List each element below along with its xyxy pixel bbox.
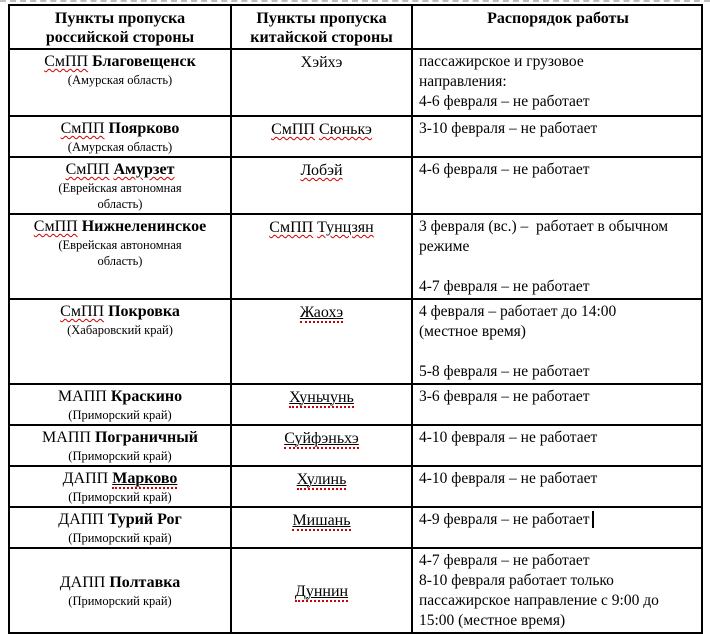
russian-checkpoint-cell[interactable]	[10, 158, 230, 213]
russian-checkpoint-name: Турий Рог	[107, 511, 182, 528]
chinese-checkpoint-title	[289, 388, 354, 408]
schedule-line: 4-6 февраля – не работает	[419, 93, 590, 110]
schedule-line: 5-8 февраля – не работает	[419, 363, 590, 380]
region-line: область)	[97, 197, 143, 211]
schedule-cell[interactable]	[411, 117, 701, 156]
russian-checkpoint-name: Пограничный	[94, 429, 198, 446]
schedule-line: 8-10 февраля работает только	[419, 572, 614, 589]
region-line: (Хабаровский край)	[67, 323, 173, 337]
table-row	[10, 465, 701, 506]
header-line: Распорядок работы	[487, 10, 629, 27]
russian-checkpoint-cell[interactable]	[10, 215, 230, 298]
header-chinese-checkpoints[interactable]	[230, 6, 411, 48]
header-line: российской стороны	[45, 29, 195, 46]
table-row	[10, 424, 701, 465]
russian-checkpoint-name: Марково	[112, 470, 178, 487]
russian-region	[68, 139, 172, 155]
schedule-line: режиме	[419, 238, 470, 255]
region-line: (Амурская область)	[67, 140, 173, 154]
table-row	[10, 156, 701, 213]
chinese-checkpoint-name: Суйфэньхэ	[284, 430, 359, 447]
chinese-checkpoint-name: Сюнькэ	[318, 121, 372, 138]
schedule-line: 3 февраля (вс.) – работает в обычном	[419, 218, 669, 235]
russian-checkpoint-prefix: СмПП	[44, 53, 89, 70]
chinese-checkpoint-name: Хуньчунь	[289, 389, 354, 406]
chinese-checkpoint-title	[292, 511, 350, 531]
chinese-checkpoint-name: Жаохэ	[299, 304, 344, 321]
russian-region	[68, 448, 171, 464]
russian-checkpoint-name: Поярково	[108, 120, 180, 137]
table-row	[10, 213, 701, 298]
schedule-line: 4-7 февраля – не работает	[419, 552, 590, 569]
chinese-checkpoint-name: Мишань	[292, 512, 351, 529]
page-top-divider	[0, 0, 710, 2]
chinese-checkpoint-title	[271, 120, 372, 140]
russian-checkpoint-prefix: СмПП	[60, 303, 105, 320]
header-work-schedule[interactable]	[411, 6, 701, 48]
russian-checkpoint-cell[interactable]	[10, 117, 230, 156]
region-line: (Приморский край)	[68, 449, 172, 463]
schedule-line: 4-9 февраля – не работает	[419, 510, 697, 530]
russian-checkpoint-title	[61, 119, 180, 139]
chinese-checkpoint-cell[interactable]	[230, 158, 411, 213]
chinese-checkpoint-name: Хэйхэ	[300, 54, 343, 71]
table-row	[10, 298, 701, 383]
russian-region	[68, 530, 171, 546]
region-line: (Еврейская автономная	[58, 238, 182, 252]
table-row	[10, 115, 701, 156]
chinese-checkpoint-title	[284, 429, 359, 449]
region-line: (Амурская область)	[67, 73, 173, 87]
russian-region	[68, 593, 171, 609]
russian-checkpoint-prefix: СмПП	[60, 120, 105, 137]
region-line: область)	[97, 254, 143, 268]
russian-checkpoint-prefix: МАПП	[42, 429, 91, 446]
schedule-line: 4-7 февраля – не работает	[419, 278, 590, 295]
chinese-checkpoint-prefix: СмПП	[271, 121, 315, 138]
russian-checkpoint-title	[58, 510, 181, 530]
chinese-checkpoint-title	[300, 303, 343, 323]
region-line: (Приморский край)	[68, 531, 172, 545]
table-row	[10, 383, 701, 424]
russian-region	[58, 180, 181, 212]
russian-checkpoint-title	[66, 160, 175, 180]
russian-checkpoint-prefix: СмПП	[33, 218, 78, 235]
schedule-cell[interactable]	[411, 300, 701, 383]
russian-checkpoint-cell[interactable]	[10, 508, 230, 547]
russian-region	[68, 72, 172, 88]
region-line: (Приморский край)	[68, 408, 172, 422]
schedule-line: пассажирское и грузовое	[419, 53, 584, 70]
schedule-line	[419, 257, 697, 277]
region-line: (Приморский край)	[68, 490, 172, 504]
chinese-checkpoint-cell[interactable]	[230, 508, 411, 547]
schedule-line: 4 февраля – работает до 14:00	[419, 303, 617, 320]
chinese-checkpoint-cell[interactable]	[230, 467, 411, 506]
schedule-cell[interactable]	[411, 215, 701, 298]
schedule-line: 3-6 февраля – не работает	[419, 388, 590, 405]
schedule-line: направления:	[419, 73, 507, 90]
russian-checkpoint-cell[interactable]	[10, 426, 230, 465]
schedule-line: (местное время)	[419, 323, 526, 340]
chinese-checkpoint-name: Лобэй	[300, 162, 343, 179]
russian-checkpoint-name: Амурзет	[113, 161, 175, 178]
russian-checkpoint-title	[34, 217, 206, 237]
chinese-checkpoint-title	[295, 582, 348, 602]
russian-region	[68, 489, 171, 505]
russian-checkpoint-name: Полтавка	[109, 574, 181, 591]
schedule-line: 4-10 февраля – не работает	[419, 429, 598, 446]
russian-checkpoint-name: Нижнеленинское	[81, 218, 207, 235]
russian-checkpoint-name: Покровка	[108, 303, 180, 320]
russian-checkpoint-title	[42, 428, 198, 448]
schedule-line: 3-10 февраля – не работает	[419, 120, 598, 137]
schedule-line	[419, 342, 697, 362]
region-line: (Еврейская автономная	[58, 181, 182, 195]
schedule-line: 4-6 февраля – не работает	[419, 161, 590, 178]
header-line: Пункты пропуска	[54, 10, 186, 27]
chinese-checkpoint-cell[interactable]	[230, 426, 411, 465]
chinese-checkpoint-name: Тунцзян	[317, 219, 374, 236]
chinese-checkpoint-name: Дуннин	[294, 582, 349, 600]
chinese-checkpoint-title	[301, 53, 343, 73]
header-line: китайской стороны	[250, 29, 393, 46]
table-row	[10, 506, 701, 547]
chinese-checkpoint-cell[interactable]	[230, 215, 411, 298]
chinese-checkpoint-prefix: СмПП	[269, 219, 314, 236]
schedule-cell[interactable]	[411, 426, 701, 465]
russian-checkpoint-cell[interactable]	[10, 467, 230, 506]
chinese-checkpoint-cell[interactable]	[230, 549, 411, 632]
table-row	[10, 547, 701, 632]
russian-checkpoint-title	[58, 387, 182, 407]
schedule-line: 4-10 февраля – не работает	[419, 470, 598, 487]
chinese-checkpoint-cell[interactable]	[230, 117, 411, 156]
russian-checkpoint-cell[interactable]	[10, 385, 230, 424]
schedule-cell[interactable]	[411, 50, 701, 115]
region-line: (Приморский край)	[68, 594, 172, 608]
russian-region	[68, 407, 171, 423]
table-header-row	[10, 6, 701, 48]
schedule-cell[interactable]	[411, 158, 701, 213]
chinese-checkpoint-cell[interactable]	[230, 385, 411, 424]
russian-checkpoint-prefix: МАПП	[57, 388, 107, 405]
header-russian-checkpoints[interactable]	[10, 6, 230, 48]
russian-checkpoint-prefix: ДАПП	[59, 574, 106, 591]
russian-checkpoint-title	[63, 469, 178, 489]
chinese-checkpoint-title	[269, 218, 373, 238]
table-row	[10, 48, 701, 115]
russian-region	[58, 237, 181, 269]
russian-checkpoint-prefix: СмПП	[65, 161, 110, 178]
russian-checkpoint-cell[interactable]	[10, 300, 230, 383]
russian-checkpoint-cell[interactable]	[10, 549, 230, 632]
russian-checkpoint-cell[interactable]	[10, 50, 230, 115]
schedule-cell[interactable]	[411, 508, 701, 547]
schedule-line: пассажирское направление с 9:00 до	[419, 592, 659, 609]
schedule-cell[interactable]	[411, 467, 701, 506]
russian-checkpoint-prefix: ДАПП	[62, 470, 109, 487]
schedule-cell[interactable]	[411, 385, 701, 424]
russian-checkpoint-title	[44, 52, 196, 72]
russian-checkpoint-prefix: ДАПП	[58, 511, 104, 528]
chinese-checkpoint-name: Хулинь	[296, 471, 347, 488]
russian-checkpoint-name: Краскино	[110, 388, 183, 405]
schedule-line: 15:00 (местное время)	[419, 612, 566, 629]
chinese-checkpoint-title	[300, 161, 342, 181]
header-line: Пункты пропуска	[256, 10, 387, 27]
text-cursor	[592, 511, 594, 528]
russian-checkpoint-title	[60, 302, 180, 322]
russian-region	[67, 322, 173, 338]
checkpoint-schedule-table	[8, 4, 703, 634]
schedule-cell[interactable]	[411, 549, 701, 632]
russian-checkpoint-name: Благовещенск	[92, 53, 196, 70]
chinese-checkpoint-cell[interactable]	[230, 300, 411, 383]
chinese-checkpoint-cell[interactable]	[230, 50, 411, 115]
russian-checkpoint-title	[60, 573, 180, 593]
chinese-checkpoint-title	[297, 470, 347, 490]
